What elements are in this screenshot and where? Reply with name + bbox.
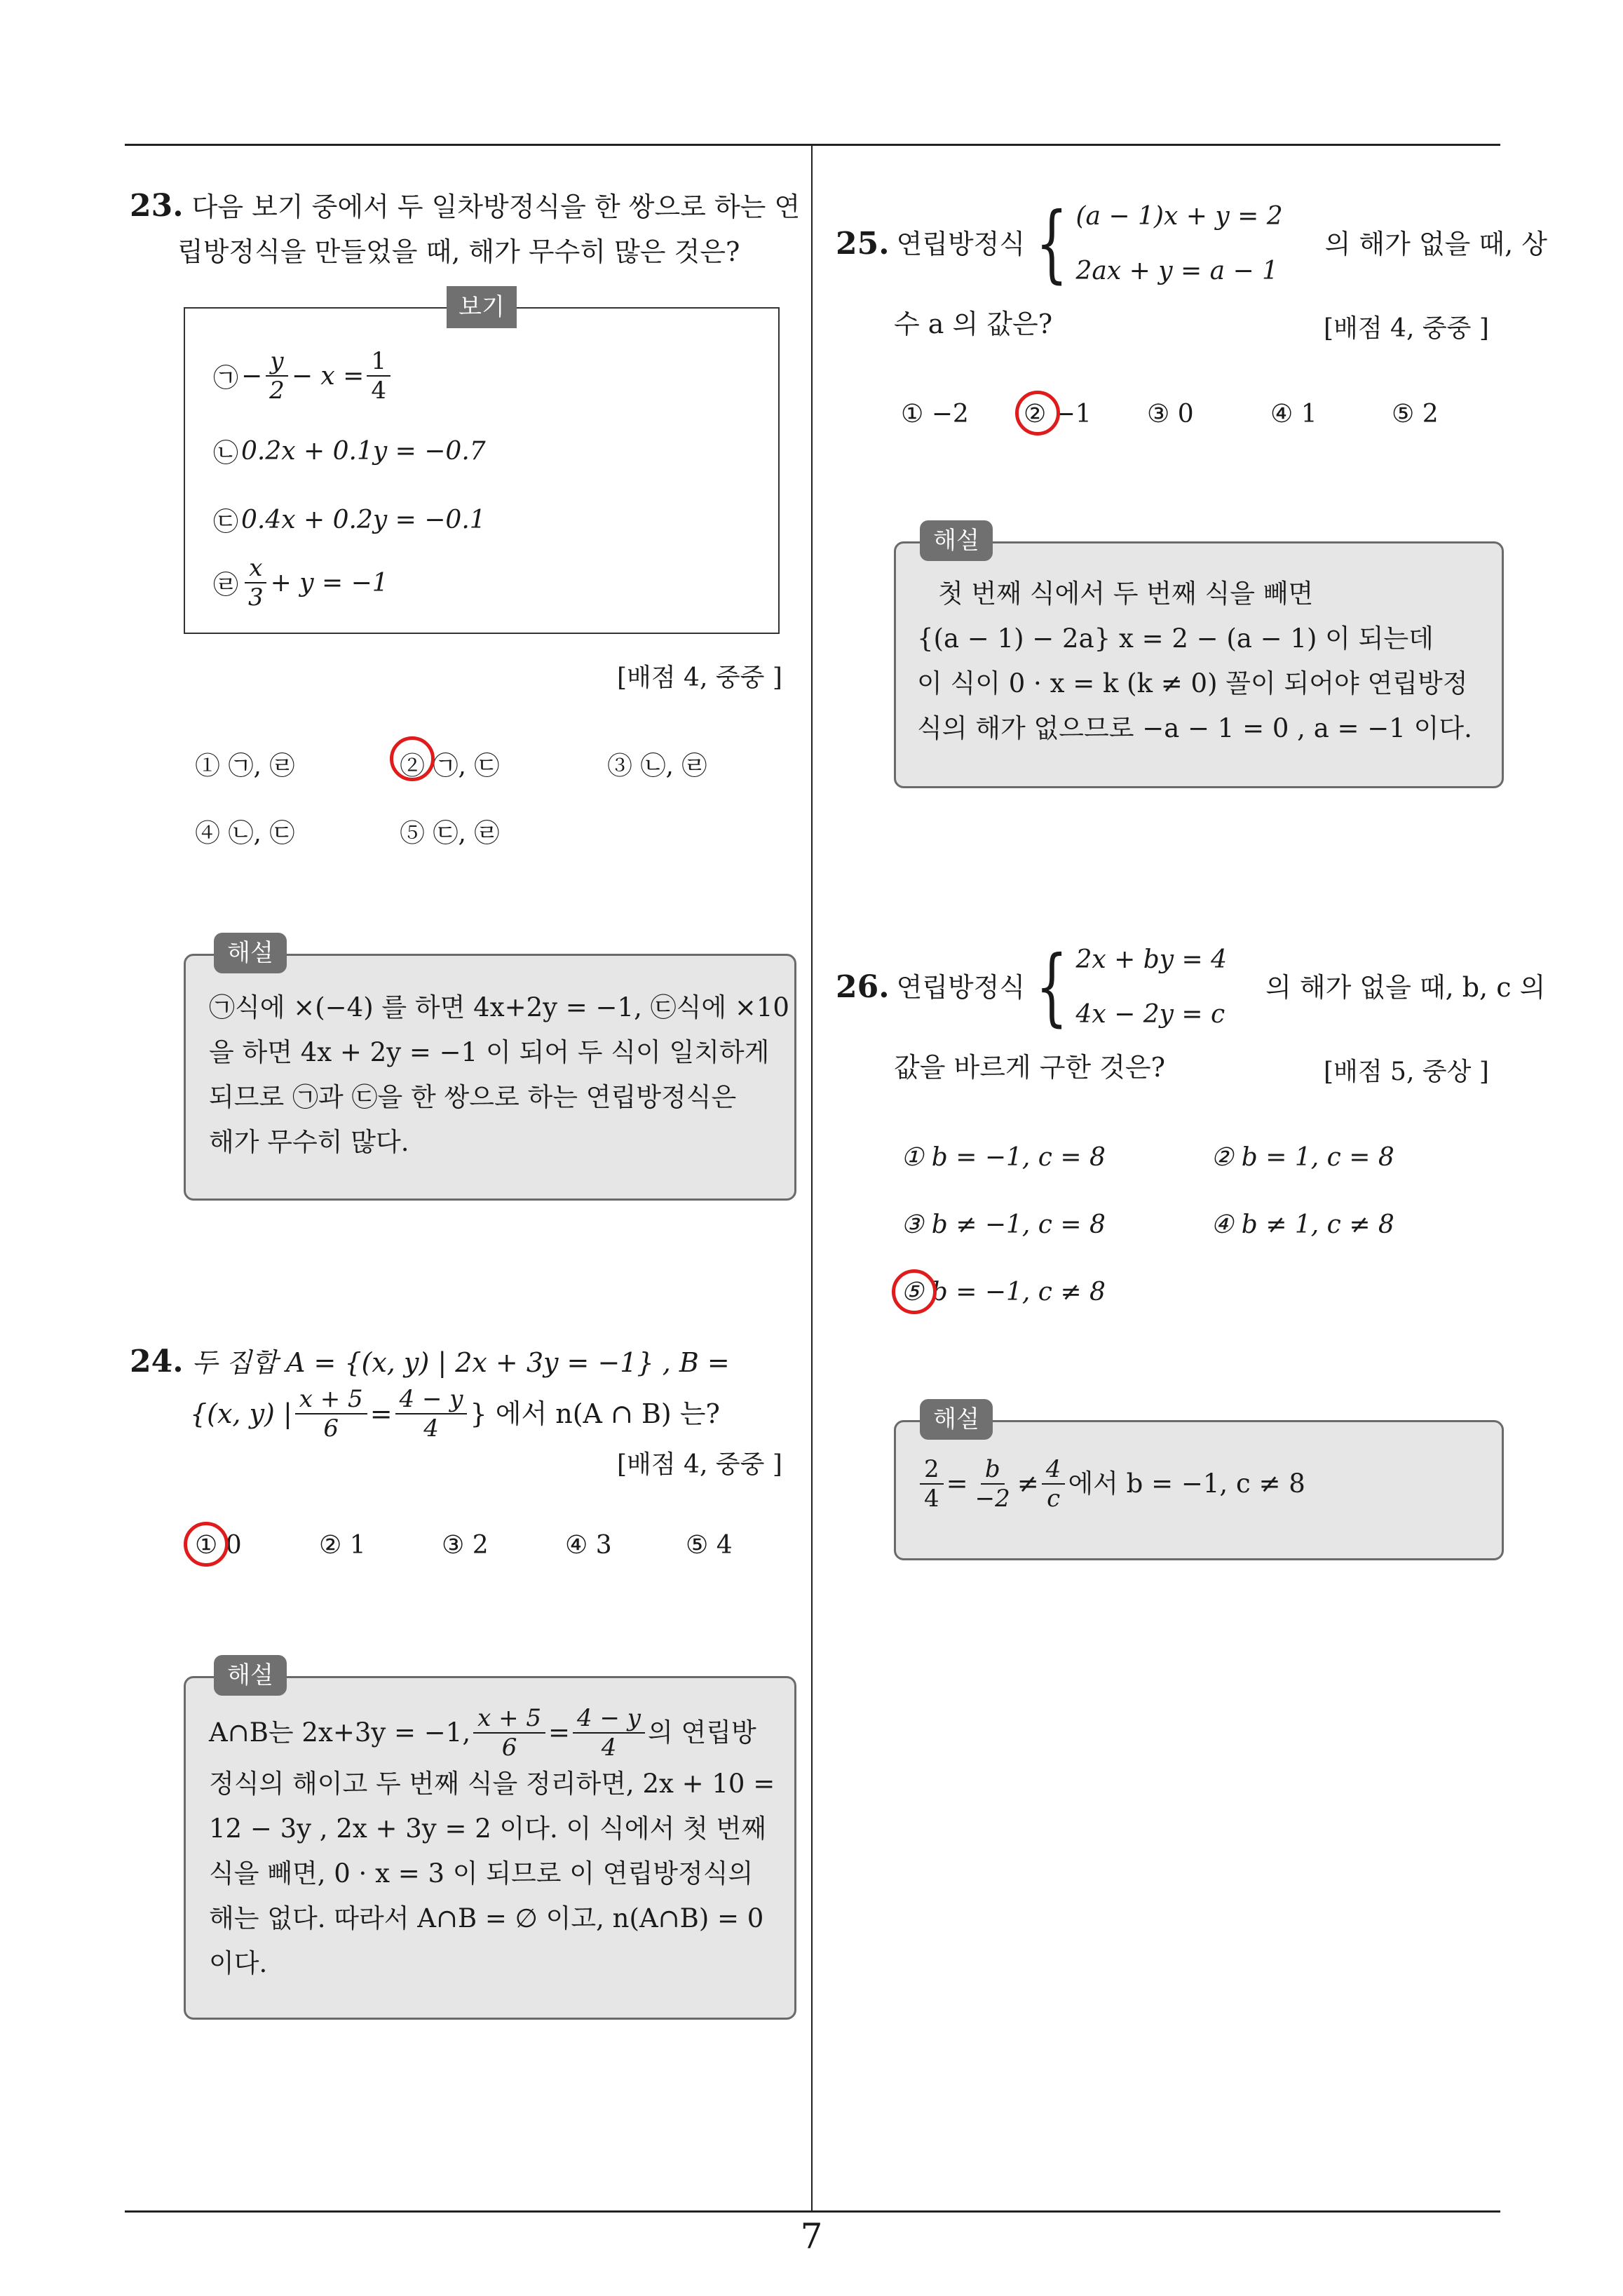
q23-choice-1[interactable]: ① ㉠, ㉣	[195, 752, 295, 781]
q26-choice-5[interactable]: ⑤ b = −1, c ≠ 8	[901, 1278, 1106, 1306]
q24-solution-label: 해설	[214, 1655, 287, 1696]
q26-choice-1[interactable]: ① b = −1, c = 8	[901, 1143, 1106, 1172]
q26-choice-3[interactable]: ③ b ≠ −1, c = 8	[901, 1210, 1106, 1239]
question-24-meta: [배점 4, 중중 ]	[617, 1450, 782, 1479]
q26-solution-label: 해설	[920, 1399, 993, 1440]
question-23	[130, 184, 803, 274]
question-25-line2: 수 a 의 값은?	[894, 309, 1053, 339]
equation-system: { (a − 1)x + y = 2 2ax + y = a − 1	[1035, 195, 1283, 292]
q24-choice-3[interactable]: ③ 2	[442, 1531, 489, 1560]
q25-choice-1[interactable]: ① −2	[901, 400, 969, 428]
answer-circle-q24	[184, 1522, 229, 1567]
q25-choice-4[interactable]: ④ 1	[1270, 400, 1317, 428]
bogi-box	[184, 307, 780, 634]
q24-choice-4[interactable]: ④ 3	[565, 1531, 612, 1560]
bogi-label: 보기	[447, 286, 517, 328]
q24-choice-2[interactable]: ② 1	[319, 1531, 366, 1560]
page-number: 7	[800, 2216, 823, 2257]
q25-choice-3[interactable]: ③ 0	[1147, 400, 1194, 428]
question-text-line1: 다음 보기 중에서 두 일차방정식을 한 쌍으로 하는 연	[191, 191, 801, 222]
answer-circle-q23	[390, 736, 435, 781]
q25-choice-2[interactable]: ② −1	[1024, 400, 1092, 428]
question-number: 23.	[130, 188, 184, 224]
question-25: 25. 연립방정식 { (a − 1)x + y = 2 2ax + y = a − 1 의 해가 없을 때, 상	[836, 189, 1509, 299]
q25-solution-text: 첫 번째 식에서 두 번째 식을 빼면 {(a − 1) − 2a} x = 2 − (a − 1) 이 되는데 이 식이 0 · x = k (k ≠ 0) 꼴이 되어야 연립방정 식의 해가 없으므로 −a − 1 = 0 , a = −1 이다.	[917, 579, 1472, 743]
bogi-item-3: ㉢ 0.4x + 0.2y = −0.1	[213, 506, 486, 536]
equation-system: { 2x + by = 4 4x − 2y = c	[1035, 938, 1228, 1036]
question-23-meta: [배점 4, 중중 ]	[617, 663, 782, 692]
bogi-item-2: ㉡ 0.2x + 0.1y = −0.7	[213, 437, 486, 468]
q24-choice-5[interactable]: ⑤ 4	[686, 1531, 733, 1560]
question-24	[130, 1339, 803, 1443]
q26-solution-text: $\frac{2}{4}$ = $\frac{b}{-2}$ ≠ $\frac{4}{c}$ 에서 b = −1, c ≠ 8	[917, 1455, 1305, 1513]
q25-solution-label: 해설	[920, 520, 993, 561]
question-26-meta: [배점 5, 중상 ]	[1324, 1058, 1489, 1086]
answer-circle-q26	[892, 1269, 937, 1314]
question-26-line2: 값을 바르게 구한 것은?	[894, 1052, 1165, 1083]
q23-choice-2[interactable]: ② ㉠, ㉢	[400, 752, 500, 781]
q26-choice-2[interactable]: ② b = 1, c = 8	[1211, 1143, 1394, 1172]
question-text-line2: 립방정식을 만들었을 때, 해가 무수히 많은 것은?	[177, 236, 740, 267]
question-text-line1: 두 집합 A = {(x, y) | 2x + 3y = −1} , B =	[191, 1347, 730, 1378]
q23-choice-5[interactable]: ⑤ ㉢, ㉣	[400, 819, 500, 848]
question-26: 26. 연립방정식 { 2x + by = 4 4x − 2y = c 의 해가 없을 때, b, c 의	[836, 933, 1509, 1042]
q23-solution-label: 해설	[214, 933, 287, 973]
column-divider	[811, 144, 813, 2211]
q24-choice-1[interactable]: ① 0	[195, 1531, 242, 1560]
q23-choice-3[interactable]: ③ ㉡, ㉣	[607, 752, 707, 781]
question-number: 25.	[836, 226, 890, 262]
answer-circle-q25	[1015, 391, 1060, 435]
question-number: 26.	[836, 969, 890, 1005]
q25-choice-5[interactable]: ⑤ 2	[1392, 400, 1439, 428]
q26-choice-4[interactable]: ④ b ≠ 1, c ≠ 8	[1211, 1210, 1394, 1239]
q24-solution-text: A∩B는 2x+3y = −1, $\frac{x + 5}{6}$ = $\frac{4 - y}{4}$ 의 연립방 정식의 해이고 두 번째 식을 정리하면, 2x + 10 = 12 − 3y , 2x + 3y = 2 이다. 이 식에서 첫 번째 식을 빼면, 0 · x = 3 이 되므로 이 연립방정식의 해는 없다. 따라서 A∩B = ∅ 이고, n(A∩B) = 0 이다.	[209, 1704, 775, 1978]
bogi-item-4: ㉣ $\frac{x}{3}$ + y = −1	[213, 554, 388, 612]
q23-solution-text: ㉠식에 ×(−4) 를 하면 4x+2y = −1, ㉢식에 ×10 을 하면 4x + 2y = −1 이 되어 두 식이 일치하게 되므로 ㉠과 ㉢을 한 쌍으로 하는 연립방정식은 해가 무수히 많다.	[209, 992, 789, 1157]
question-text-line2: {(x, y) | $\frac{x + 5}{6}$ = $\frac{4 - y}{4}$ } 에서 n(A ∩ B) 는?	[190, 1385, 720, 1443]
q23-choice-4[interactable]: ④ ㉡, ㉢	[195, 819, 295, 848]
question-25-meta: [배점 4, 중중 ]	[1324, 314, 1489, 343]
bottom-rule	[125, 2210, 1500, 2213]
top-rule	[125, 144, 1500, 146]
bogi-item-1: ㉠ − $\frac{y}{2}$ − x = $\frac{1}{4}$	[213, 347, 393, 405]
question-number: 24.	[130, 1344, 184, 1379]
